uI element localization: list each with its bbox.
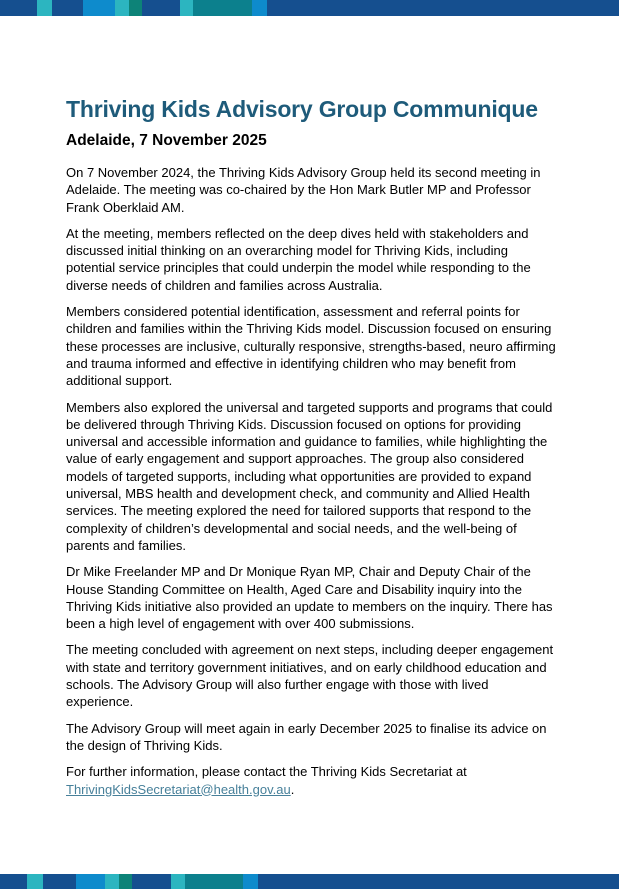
top-decorative-bar <box>0 0 619 16</box>
email-link[interactable]: ThrivingKidsSecretariat@health.gov.au <box>66 781 291 797</box>
page-subtitle: Adelaide, 7 November 2025 <box>66 132 267 149</box>
bar-segment-dark_blue <box>258 874 619 889</box>
bar-segment-dark_blue <box>0 874 27 889</box>
bar-segment-cyan <box>180 0 193 16</box>
bar-segment-cyan <box>105 874 119 889</box>
bar-segment-teal <box>193 0 252 16</box>
bar-segment-medium_blue <box>252 0 267 16</box>
paragraph-1: On 7 November 2024, the Thriving Kids Advisory Group held its second meeting in Adelaide. The meeting was co-chaired by the Hon Mark Butler MP and Professor Frank Oberklaid AM. <box>66 165 541 215</box>
contact-period: . <box>290 781 295 797</box>
paragraph-4: Members also explored the universal and targeted supports and programs that could be delivered through Thriving Kids. Discussion focused on options for providing universal and accessible information and guidance to families, while highlighting the value of early engagement and support approaches. The group also considered models of targeted supports, including what opportunities are provided to expand universal, MBS health and development check, and community and Allied Health services. The meeting explored the need for tailored supports that respond to the complexity of children’s developmental and social needs, and the well-being of parents and families. <box>66 399 553 553</box>
bar-segment-medium_blue <box>76 874 105 889</box>
bar-segment-teal <box>185 874 243 889</box>
bar-segment-cyan <box>37 0 52 16</box>
page-title: Thriving Kids Advisory Group Communique <box>66 96 538 122</box>
document-content <box>66 96 556 807</box>
paragraph-3: Members considered potential identification, assessment and referral points for children and families within the Thriving Kids model. Discussion focused on ensuring these processes are inclusive, culturally responsive, strengths-based, neuro affirming and trauma informed and effective in identifying children who may benefit from additional support. <box>66 304 556 389</box>
bar-segment-medium_blue <box>243 874 258 889</box>
bottom-decorative-bar <box>0 874 619 889</box>
bar-segment-dark_blue <box>142 0 180 16</box>
paragraph-5: Dr Mike Freelander MP and Dr Monique Ryan MP, Chair and Deputy Chair of the House Standing Committee on Health, Aged Care and Disability inquiry into the Thriving Kids initiative also provided an update to members on the inquiry. There has been a high level of engagement with over 400 submissions. <box>66 564 553 632</box>
bar-segment-dark_blue <box>52 0 83 16</box>
bar-segment-medium_blue <box>83 0 115 16</box>
paragraph-6: The meeting concluded with agreement on next steps, including deeper engagement with state and territory government initiatives, and on early childhood education and schools. The Advisory Group will also further engage with those with lived experience. <box>66 642 554 710</box>
paragraph-contact <box>66 763 556 798</box>
bar-segment-dark_blue <box>132 874 171 889</box>
bar-segment-cyan <box>115 0 129 16</box>
paragraph-2: At the meeting, members reflected on the deep dives held with stakeholders and discussed initial thinking on an overarching model for Thriving Kids, including potential service principles that could underpin the model while responding to the diverse needs of children and families across Australia. <box>66 225 531 293</box>
bar-segment-dark_blue <box>267 0 619 16</box>
bar-segment-green_teal <box>129 0 142 16</box>
bar-segment-dark_blue <box>0 0 37 16</box>
contact-text: For further information, please contact the Thriving Kids Secretariat at <box>66 764 467 780</box>
bar-segment-green_teal <box>119 874 132 889</box>
bar-segment-cyan <box>171 874 185 889</box>
bar-segment-dark_blue <box>43 874 76 889</box>
paragraph-7: The Advisory Group will meet again in early December 2025 to finalise its advice on the design of Thriving Kids. <box>66 720 547 753</box>
bar-segment-cyan <box>27 874 43 889</box>
